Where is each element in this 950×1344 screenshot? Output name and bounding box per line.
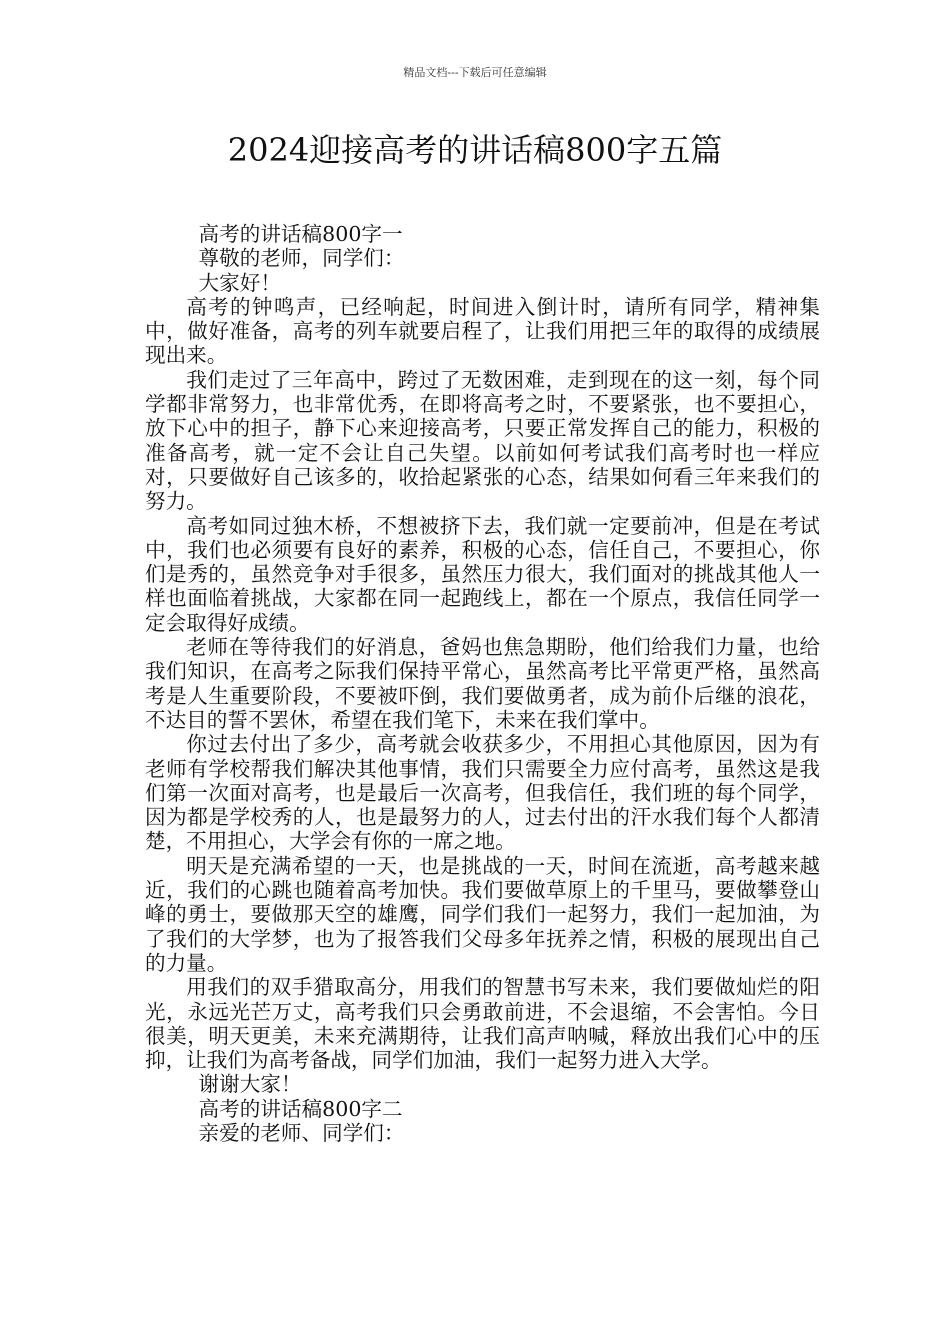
- document-title: 2024迎接高考的讲话稿800字五篇: [227, 131, 723, 169]
- body-paragraph: 你过去付出了多少，高考就会收获多少，不用担心其他原因，因为有老师有学校帮我们解决其他事情，我们只需要全力应付高考，虽然这是我们第一次面对高考，也是最后一次高考，但我信任，我们班的每个同学，因为都是学校秀的人，也是最努力的人，过去付出的汗水我们每个人都清楚，不用担心，大学会有你的一席之地。: [145, 732, 820, 854]
- section-heading-2: 高考的讲话稿800字二: [198, 1096, 403, 1121]
- body-paragraph: 高考如同过独木桥，不想被挤下去，我们就一定要前冲，但是在考试中，我们也必须要有良好的素养，积极的心态，信任自己，不要担心，你们是秀的，虽然竞争对手很多，虽然压力很大，我们面对的挑战其他人一样也面临着挑战，大家都在同一起跑线上，都在一个原点，我信任同学一定会取得好成绩。: [145, 513, 820, 635]
- body-paragraph: 老师在等待我们的好消息，爸妈也焦急期盼，他们给我们力量，也给我们知识，在高考之际我们保持平常心，虽然高考比平常更严格，虽然高考是人生重要阶段，不要被吓倒，我们要做勇者，成为前仆后继的浪花，不达目的誓不罢休，希望在我们笔下，未来在我们掌中。: [145, 635, 820, 732]
- body-paragraph: 明天是充满希望的一天，也是挑战的一天，时间在流逝，高考越来越近，我们的心跳也随着高考加快。我们要做草原上的千里马，要做攀登山峰的勇士，要做那天空的雄鹰，同学们我们一起努力，我们一起加油，为了我们的大学梦，也为了报答我们父母多年抚养之情，积极的展现出自己的力量。: [145, 853, 820, 975]
- body-paragraph: 我们走过了三年高中，跨过了无数困难，走到现在的这一刻，每个同学都非常努力，也非常优秀，在即将高考之时，不要紧张，也不要担心，放下心中的担子，静下心来迎接高考，只要正常发挥自己的能力，积极的准备高考，就一定不会让自己失望。以前如何考试我们高考时也一样应对，只要做好自己该多的，收拾起紧张的心态，结果如何看三年来我们的努力。: [145, 367, 820, 514]
- section-heading-1: 高考的讲话稿800字一: [198, 222, 403, 246]
- body-paragraph: 高考的钟鸣声，已经响起，时间进入倒计时，请所有同学，精神集中，做好准备，高考的列车就要启程了，让我们用把三年的取得的成绩展现出来。: [145, 294, 820, 368]
- document-body: [145, 222, 820, 1145]
- greeting: 大家好！: [198, 270, 281, 295]
- closing: 谢谢大家！: [198, 1072, 302, 1097]
- body-paragraph: 用我们的双手猎取高分，用我们的智慧书写未来，我们要做灿烂的阳光，永远光芒万丈，高考我们只会勇敢前进，不会退缩，不会害怕。今日很美，明天更美，未来充满期待，让我们高声呐喊，释放出我们心中的压抑，让我们为高考备战，同学们加油，我们一起努力进入大学。: [145, 975, 820, 1073]
- page-header: 精品文档---下载后可任意编辑: [403, 66, 547, 79]
- salutation: 尊敬的老师，同学们：: [198, 246, 405, 271]
- salutation: 亲爱的老师、同学们：: [198, 1120, 405, 1145]
